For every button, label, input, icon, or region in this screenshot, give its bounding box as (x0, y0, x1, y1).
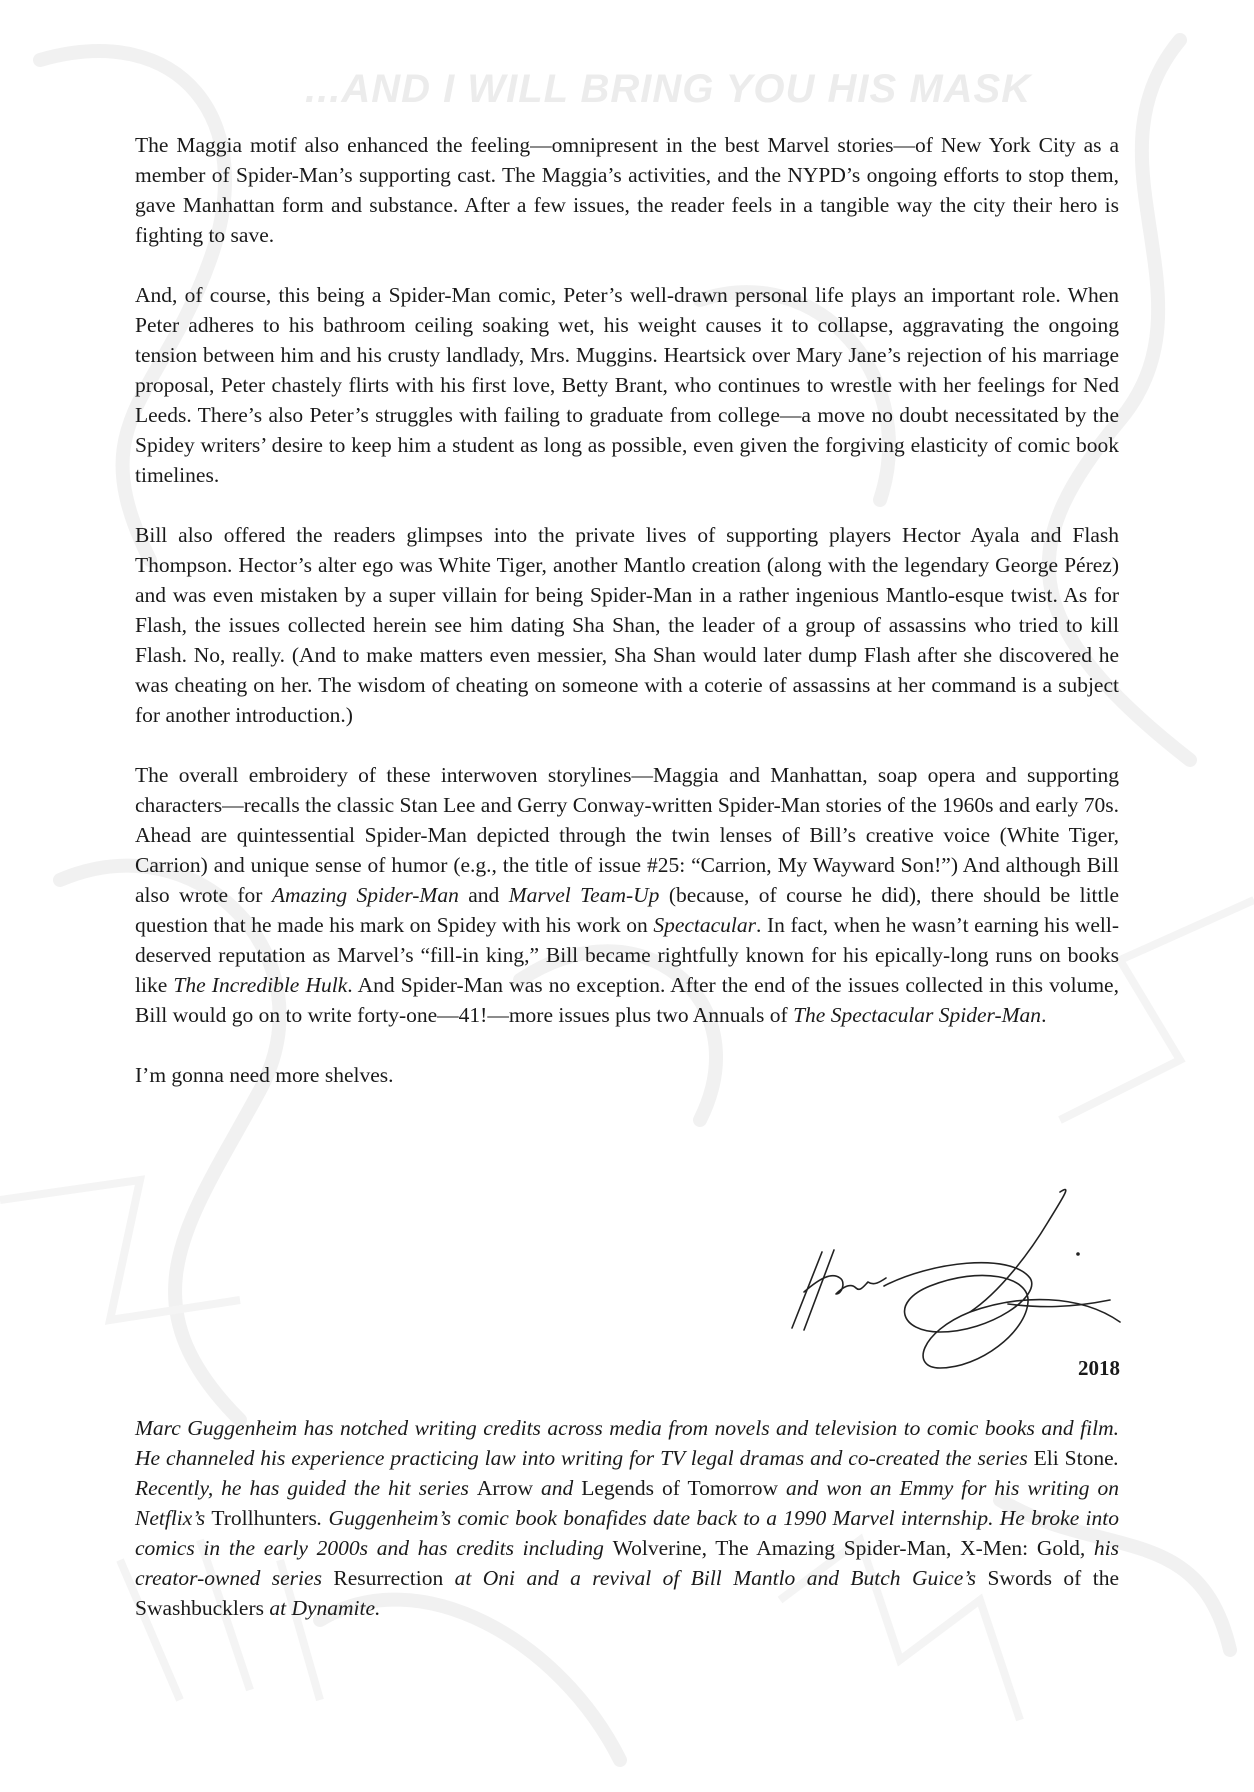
text-run: And, of course, this being a Spider-Man comic, Peter’s well-drawn personal life plays an important role. When Peter adheres to his bathroom ceiling soaking wet, his weight causes it to collapse, aggravating the ongoing tension between him and his crusty landlady, Mrs. Muggins. Heartsick over Mary Jane’s rejection of his marriage proposal, Peter chastely flirts with his first love, Betty Brant, who continues to wrestle with her feelings for Ned Leeds. There’s also Peter’s struggles with failing to graduate from college—a move no doubt necessitated by the Spidey writers’ desire to keep him a student as long as possible, even given the forgiving elasticity of comic book timelines. (135, 283, 1119, 487)
text-run: Bill also offered the readers glimpses into the private lives of supporting players Hector Ayala and Flash Thompson. Hector’s alter ego was White Tiger, another Mantlo creation (along with the legendary George Pérez) and was even mistaken by a super villain for being Spider-Man in a rather ingenious Mantlo-esque twist. As for Flash, the issues collected herein see him dating Sha Shan, the leader of a group of assassins who tried to kill Flash. No, really. (And to make matters even messier, Sha Shan would later dump Flash after she discovered he was cheating on her. The wisdom of cheating on someone with a coterie of assassins at her command is a subject for another introduction.) (135, 523, 1119, 727)
body-paragraph (135, 130, 1119, 250)
italic-title: Marvel Team-Up (508, 883, 660, 907)
upright-title: Eli Stone (1033, 1446, 1114, 1470)
signature-year: 2018 (1078, 1356, 1120, 1380)
handwritten-signature (780, 1182, 1140, 1382)
italic-title: Amazing Spider-Man (271, 883, 459, 907)
bio-text-run: . Guggenheim’s comic book bonafides date back to a 1990 Marvel internship. He broke into comics in the early 2000s and has credits including (135, 1506, 1119, 1560)
italic-title: Spectacular (653, 913, 757, 937)
bio-text-run: at Oni and a revival of Bill Mantlo and Butch Guice’s (443, 1566, 988, 1590)
bio-text-run: and won an Emmy for his writing on Netflix’s (135, 1476, 1119, 1530)
signature-block (780, 1182, 1140, 1402)
upright-title: Swords of the Swashbucklers (135, 1566, 1119, 1620)
body-paragraph (135, 280, 1119, 490)
text-run: and (458, 883, 509, 907)
upright-title: Wolverine, The Amazing Spider-Man, X-Men: Gold (612, 1536, 1080, 1560)
background-speech-lettering: ...AND I WILL BRING YOU HIS MASK (305, 67, 1032, 111)
text-run: . In fact, when he wasn’t earning his well-deserved reputation as Marvel’s “fill-in king,” Bill became rightfully known for his epically-long runs on books like (135, 913, 1120, 997)
bio-text-run: , his creator-owned series (135, 1536, 1120, 1590)
italic-title: The Incredible Hulk (173, 973, 348, 997)
body-paragraph (135, 760, 1119, 1030)
upright-title: Trollhunters (211, 1506, 317, 1530)
bio-text-run: and (533, 1476, 582, 1500)
text-run: I’m gonna need more shelves. (135, 1063, 394, 1087)
upright-title: Resurrection (333, 1566, 444, 1590)
italic-title: The Spectacular Spider-Man (793, 1003, 1042, 1027)
author-bio (135, 1413, 1119, 1623)
body-paragraph (135, 1060, 1119, 1090)
text-run: (because, of course he did), there should be little question that he made his mark on Spidey with his work on (135, 883, 1120, 937)
text-run: The Maggia motif also enhanced the feeling—omnipresent in the best Marvel stories—of New York City as a member of Spider-Man’s supporting cast. The Maggia’s activities, and the NYPD’s ongoing efforts to stop them, gave Manhattan form and substance. After a few issues, the reader feels in a tangible way the city their hero is fighting to save. (135, 133, 1119, 247)
upright-title: Arrow (476, 1476, 533, 1500)
main-text (135, 130, 1119, 1120)
text-run: The overall embroidery of these interwoven storylines—Maggia and Manhattan, soap opera and supporting characters—recalls the classic Stan Lee and Gerry Conway-written Spider-Man stories of the 1960s and early 70s. Ahead are quintessential Spider-Man depicted through the twin lenses of Bill’s creative voice (White Tiger, Carrion) and unique sense of humor (e.g., the title of issue #25: “Carrion, My Wayward Son!”) And although Bill also wrote for (135, 763, 1119, 907)
bio-text-run: . Recently, he has guided the hit series (135, 1446, 1119, 1500)
body-paragraph (135, 520, 1119, 730)
text-run: . And Spider-Man was no exception. After the end of the issues collected in this volume, Bill would go on to write forty-one—41!—more issues plus two Annuals of (135, 973, 1119, 1027)
bio-text-run: at Dynamite. (263, 1596, 381, 1620)
text-run: . (1041, 1003, 1047, 1027)
upright-title: Legends of Tomorrow (581, 1476, 778, 1500)
bio-text-run: Marc Guggenheim has notched writing credits across media from novels and television to comic books and film. He channeled his experience practicing law into writing for TV legal dramas and co-created the series (135, 1416, 1119, 1470)
